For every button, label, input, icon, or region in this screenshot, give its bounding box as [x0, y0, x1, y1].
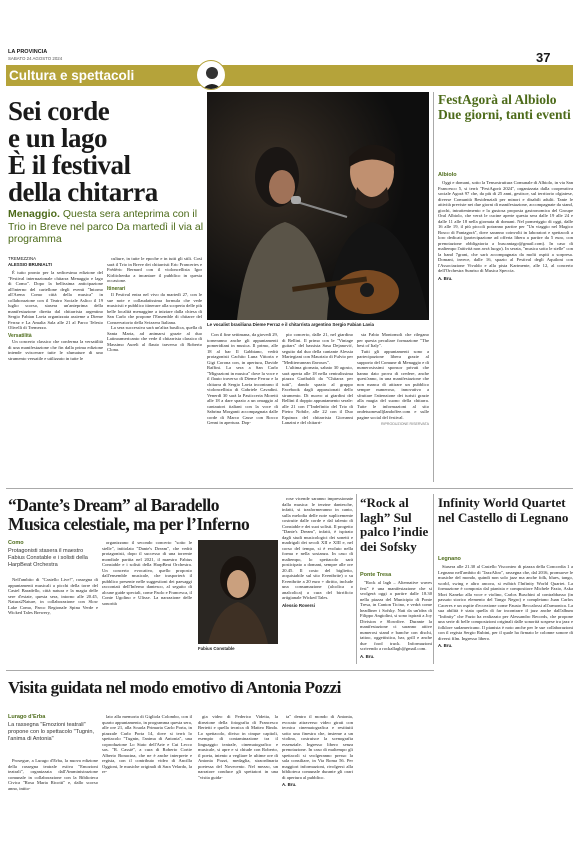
newspaper-name: LA PROVINCIA: [8, 49, 48, 55]
lead-col-4: [282, 332, 353, 426]
festagora-location: Albiolo: [438, 172, 457, 178]
infinity-paragraph: Stasera alle 21.30 al Castello Visconteo di piazza della Concordia 1 a Legnano nell'ambito di "JazzAltro", rassegna che, dal 2016, promuove le musiche del mondo, quindi non solo jazz ma anche folk, blues, tango, world, swing e altro ancora, si esibirà l'Infinity World Quartet. La formazione è composta dal pianista e compositore Michele Fazio, Aska Mori Kaneko alla voce e violino, Carlos Buschini al contrabbasso (in passato storico elemento del Tango Negro) e completano Juan Carlos Caceres e un ospite d'eccezione come Fausto Beccalossi all'armonica. La sua abilità è stata quella di far incontrare il jazz anche dall'album "Infinity" che Fazio ha realizzato per Alessandro Records, che propone una serie di belle composizioni originali dalle sonorità sospese tra jazz e folklore sudamericano. Il pianista è noto anche per le sue collaborazioni con il regista Sergio Rubini, per il quale ha firmato le colonne sonore di diversi film. Ingresso libero.: [438, 564, 573, 641]
lead-col-3: [207, 332, 278, 426]
musicians-image-icon: [207, 92, 429, 320]
lead-byline: ALESSIO BRUNIALTI: [8, 262, 52, 267]
issue-date: SABATO 24 AGOSTO 2024: [8, 56, 63, 61]
festagora-signature: A. Bru.: [438, 275, 453, 281]
lead-paragraph: Tutti gli appuntamenti sono a partecipazione libera grazie al supporto del Comune di Menaggio e di numerosissimi sponsor privati che hanno dato prova di credere, anche quest'anno, in una manifestazione che non manca di attirare un pubblico sempre numeroso, innovativo a sfruttare l'attenzione dei turisti grazie alla magia del suono della chitarra. Tutte le informazioni al sito ondetuonesulljlandoffee.com e sulle pagine social del festival.: [357, 348, 429, 420]
lead-headline: [8, 98, 208, 206]
rights-notice: RIPRODUZIONE RISERVATA: [380, 422, 429, 426]
dante-headline-line: Musica celestiale, ma per l’Inferno: [8, 514, 250, 534]
lead-paragraph: Il Festival entra nel vivo da martedì 27, con le sue note e collaudatissima formula che vede musicisti e pubblico itinerare alla scoperta delle più belle località menaggine a iniziare dalla chiesa di San Carlo che propone l'Ensemble di chitarre del Conservatorio della Svizzera Italiana.: [107, 292, 202, 325]
pozzi-col-1: [8, 758, 98, 791]
pozzi-subtitle: La rassegna "Emozioni teatrali" propone con lo spettacolo "Tugnin, l'anima di Antonia": [8, 722, 95, 742]
dante-col-2: [102, 540, 192, 606]
lead-photo: [207, 92, 429, 320]
dante-signature: Alessio Roversi: [282, 602, 315, 608]
lead-subheading: Itinerari: [107, 285, 126, 292]
lead-headline-line: della chitarra: [8, 177, 158, 207]
festagora-headline: FestAgorà al Albiolo Due giorni, tanti eventi: [438, 92, 571, 122]
lead-photo-caption: Le vocalist brasiliana Dieme Ferraz e il chitarrista argentino Sergio Fabian Lavia: [207, 322, 374, 327]
rock-location: Ponte Tresa: [360, 572, 392, 578]
lead-headline-line: e un lago: [8, 123, 108, 153]
section-divider: [6, 488, 573, 489]
lead-kicker: Menaggio.: [8, 208, 60, 220]
lead-paragraph: sta Fabio Montomoli che rilegano per questa peculiare formazione "The best of Italy".: [357, 332, 429, 348]
infinity-signature: A. Bru.: [438, 643, 453, 648]
section-title: Cultura e spettacoli: [9, 68, 135, 83]
lead-dateline: TREMEZZINA: [8, 256, 37, 261]
pozzi-paragraph: ta" dentro il mondo di Antonia, evocato attraverso video girati con tecnica cinematografica e restituiti sotto una finestra che, insieme a un violino, costruisce la scenografia essenziale. Ingresso libero senza prenotazione. In caso di maltempo gli spettacoli si svolgeranno presso la sala consiliare, in Via Roma 56. Per maggiori informazioni, rivolgersi alla biblioteca comunale durante gli orari di apertura al pubblico.: [282, 714, 353, 780]
columnist-portrait: [196, 60, 226, 90]
infinity-body: [438, 564, 573, 649]
lead-col-5: [357, 332, 429, 428]
dante-paragraph: Nell'ambito di "Castello Live!", rassegna di appuntamenti musicali a picchi della torre del Castel Baradello, città natura e la magia delle sere d'estate, questa sera, intorno alle 20.45, Natura2Nature, in collaborazione con Slow Lake Como, Parco Regionale Spina Verde e Wicked Tales Brewery,: [8, 577, 98, 615]
pozzi-paragraph: gia video di Federico Videtta, la direzione della fotografia di Francesco Bertetti e quella tecnica di Matteo Binda. Lo spettacolo, diviso in cinque capitoli, esempio di contaminazione tra il linguaggio teatrale, cinematografico e musicale, si apre e si chiude con Roberto, il poeta, intento a vegliare le ultime ore di Antonia Pozzi, medaglia, straordinaria poetessa del Novecento. Nel mezzo, un narratore conduce gli spettatori in una "visita guida-: [198, 714, 278, 780]
pozzi-paragraph: lato alla memoria di Gigliola Colombo, con il quarto appuntamento, in programma questa sera, alle ore 21, alla Scuola Primaria Carlo Porta, in piazzale Carlo Porta 14, dove si terrà lo spettacolo "Tugnin, l'anima di Antonia", una coproduzione Lo Stato dell'Arte e Cui Lecco sas. "R. Cassiè", a cura di Roberto Cortie Alberto Bonacina, che ne è anche interprete e regista, con il contributo video di Ancilla Oggioni, le musiche originali di Sara Velardo, la re-: [102, 714, 192, 774]
pozzi-paragraph: Prosegue, a Lurago d'Erba, la nuova edizione della rassegna teatrale estiva "Emozioni teatrali", organizzata dall'Amministrazione comunale in collaborazione con la Biblioteca Civica "Rosa Maria Ricotti" e, dallo scorso anno, intito-: [8, 758, 98, 791]
rock-headline: “Rock al lagh” Sul palco l’indie dei Sofsky: [360, 495, 429, 554]
lead-paragraph: Con il fine settimana, da giovedì 29, torneranno anche gli appuntamenti pomeridiani in musica. Il primo, alle 18 al bar Il Gabbiano, vedrà protagonisti Cachito Luna Vittoria e Gigi Corona con, in apertura, Davide Raffini. La sera a San Carlo "Migrazioni in musica" dove la voce e il flauto traverso di Dieme Ferraz e la chitarra di Sergio Lavia incontrano il violoncellista di Gabriele Cavadini. Venerdì 30 sarà la Pasticceria Moretti alle 18 a dare spazio a un omaggio al cantautori italiani con la voce di Sabrina Morganti accompagnata dalle corde di Marco Casse con Rocco Genni in apertura. Dop-: [207, 332, 278, 425]
lead-paragraph: La sera successiva sarà un'altra basilica, quella di Santa Marta, ad animarsi grazie al duo Latinoamericanto che vede il chitarrista classico di Massimo Aureli al flauto traverso di Roberto Clona.: [107, 325, 202, 352]
pozzi-signature: A. Bru.: [282, 782, 297, 787]
dante-photo-caption: Fabius Constable: [198, 646, 235, 651]
lead-paragraph: L'ultima giornata, sabato 30 agosto, sarà aperta alle 18 nella centralissima piazza Garibaldi da "Chitarra per tutti", dando spazio al gruppo Facebook dagli appassionati dello strumento. Di nuovo ai giardini del Bellini il doppio appuntamento serale: alle 21 con l'"Indefinito del Trio di Pietro Nobile, alle 22 con il Duo Equinox del chitarrista Giovanni Lanzini e del chitarri-: [282, 365, 353, 425]
festagora-body: [438, 180, 573, 281]
dante-paragraph: organizzano il secondo concerto "sotto le stelle", intitolato "Dante's Dream", che vedrà protagonisti, dopo il successo di una torrente mondiale partita nel 2021, il maestro Fabius Constable e i solisti della HarpBeat Orchestra. Un concerto evocativo, quello proposto dall'ensemble musicale, che trasporterà il pubblico presente nelle suggestioni dei paesaggi raccontati dell'Inferno dantesco, al seguito di alcune guide speciali, come Paolo e Francesca, il Conte Ugolino e Ulisse. La narrazione delle sonorità: [102, 540, 192, 606]
section-divider: [6, 670, 434, 671]
pozzi-col-2: [102, 714, 192, 775]
lead-paragraph: pio concerto, dalle 21, nel giardino di Bellini. Il primo con le "Vintage guitars" del bassista Sasa Dejanović, seguito dal duo della cantante Alessia Martegiani con Maurizio di Fulvio per "Mediterranean flavours".: [282, 332, 353, 365]
infinity-headline: Infinity World Quartet nel Castello di Legnano: [438, 495, 569, 525]
dante-col-3: [282, 496, 353, 608]
lead-paragraph: Un concerto classico che conferma la versatilità di una manifestazione che fin dalla prima edizione intende sviscerare tutte le sfumature di uno strumento versatile e utilizzato in tutte le: [8, 339, 103, 361]
lead-headline-line: Sei corde: [8, 96, 110, 126]
page-number: 37: [536, 50, 551, 65]
infinity-location: Legnano: [438, 556, 461, 562]
dante-paragraph: rose vicende saranno impressionate dalla musica: le terzine dantesche, infatti, si trasformeranno in canto, sulla melodia delle note suplicemente costruite dalle corde e dal talento di Constable e dei suoi solisti. Il progetto "Dante's Dream", infatti, è ispirato dagli studi musicologici dei sonetti e madrigali dei secoli XII e XIII e, nel corso del tempo, si è evoluto nella forma e nella sostanza. In caso di maltempo, lo spettacolo sarà posticipato a domani, sempre alle ore 20.45. Il costo del biglietto, acquistabile sul sito Eventbrite) o su Eventbrite a 20 euro + diritto, include una consumazione (alcolica o analcolica) a cura del birrificio artigianale Wicked Tales.: [282, 496, 353, 600]
column-divider: [356, 494, 357, 664]
dante-col-1: [8, 577, 98, 616]
rock-signature: A. Bru.: [360, 653, 375, 659]
lead-paragraph: culture, in tutte le epoche e in tutti gli stili. Così sarà il Trio in Breve dei chitarristi Eric Franceries e Frédéric Bernard con il violoncellista Igor Kirlitchenko a incantare il pubblico in questa occasione.: [107, 256, 202, 283]
column-divider: [433, 92, 434, 482]
rock-body: [360, 580, 432, 659]
pozzi-location: Lurago d’Erba: [8, 714, 46, 720]
lead-col-1: [8, 270, 103, 361]
lead-paragraph: È tutto pronto per la sedicesima edizione del "Festival internazionale chitarra Menaggio e lago di Como". Dopo la bellissima anticipazione all'interno del cartellone degli eventi "Intorno all'Arena Como città della musica" in collaborazione con il Teatro Sociale Aslico il 19 luglio scorso, stasera un'anteprima della manifestazione diretta dal chitarrista argentino Sergio Fabian Lavia organizzata assieme a Dieme Ferraz e La Amalia Sala alle 21 al Parco Telesio Olivelli di Tremezzo.: [8, 270, 103, 330]
lead-subheading: Versatilità: [8, 332, 32, 339]
pozzi-col-3: [198, 714, 278, 780]
harpist-image-icon: [198, 540, 278, 644]
festagora-paragraph: Oggi e domani, sotto la Tensostruttura Comunale di Albiolo, in via San Francesco 5, si terrà "FestAgorà 2024", organizzata dalla cooperativa sociale Agorà 97 che, da più di 25 anni, gestisce, sul territorio olgiatese, diverse Comunità Residenziali per minori e disabili adulti. Tante le attività previste nei due giorni di manifestazione, accompagnate da stand, giochi, intrattenimento e la gustosa proposta gastronomica del Groupe Oral Albiolo, che verrà le cucine aperte questa sera dalle 19 alle 24 e dalle 11 alle 18 nella giornata di domani. Nel pomeriggio di oggi, dalle 16 alle 19, il più piccoli potranno partire per "Un viaggio nel Magico Bosco di Fantagorà", dove saranno coinvolti in laboratori e spettacoli a loro dedicati (partecipazione ad offerta libera a partire da 5 euro, con prenotazione obbligatoria a buscantago@gmail.com). In caso di maltempo l'attività non avrà luogo). In serata, "musica sotto le stelle" con la band 7grani, che sarà accompagnata da molti ospiti a sorpresa. Domani, invece, dalle 16, spazio al Festival degli Aquiloni con l'Associazione Vivaldo e alla pista Kartmente, alle 12, al concerto dell'Orchestra Sunriso di Musica Speccia.: [438, 180, 573, 273]
dante-photo: [198, 540, 278, 644]
rock-paragraph: "Rock al lagh – Alternative waves fest" è una manifestazione che si svolgerà oggi a partire dalle 18.30 nella piazza del Municipio di Ponte Tresa, in Canton Ticino, e vedrà come headliner i Sofsky. Nati da un'idea di Filippo Angiolini, si sono ispirati a Joy Division e Slowdive. Durante la manifestazione ci saranno attive numerosi stand e banche con dischi, tattoo, oggettistica, bar, grill e anche due food truck. Informazioni scrivendo a rockallagh@gmail.com.: [360, 580, 432, 651]
column-divider: [433, 494, 434, 664]
dante-headline-line: “Dante’s Dream” al Baradello: [8, 495, 220, 515]
dante-subtitle: Protagonisti stasera il maestro Fabius Constable e i solisti della HarpBeat Orchestra: [8, 548, 88, 568]
dante-location: Como: [8, 540, 24, 546]
lead-subtitle: [8, 208, 206, 246]
lead-headline-line: È il festival: [8, 150, 131, 180]
pozzi-col-4: [282, 714, 353, 788]
lead-subtitle-text: Questa sera anteprima con il Trio in Breve nel parco Da martedì il via al programma: [8, 208, 204, 245]
pozzi-headline: Visita guidata nel modo emotivo di Antonia Pozzi: [8, 678, 341, 697]
lead-col-2: [107, 256, 202, 353]
